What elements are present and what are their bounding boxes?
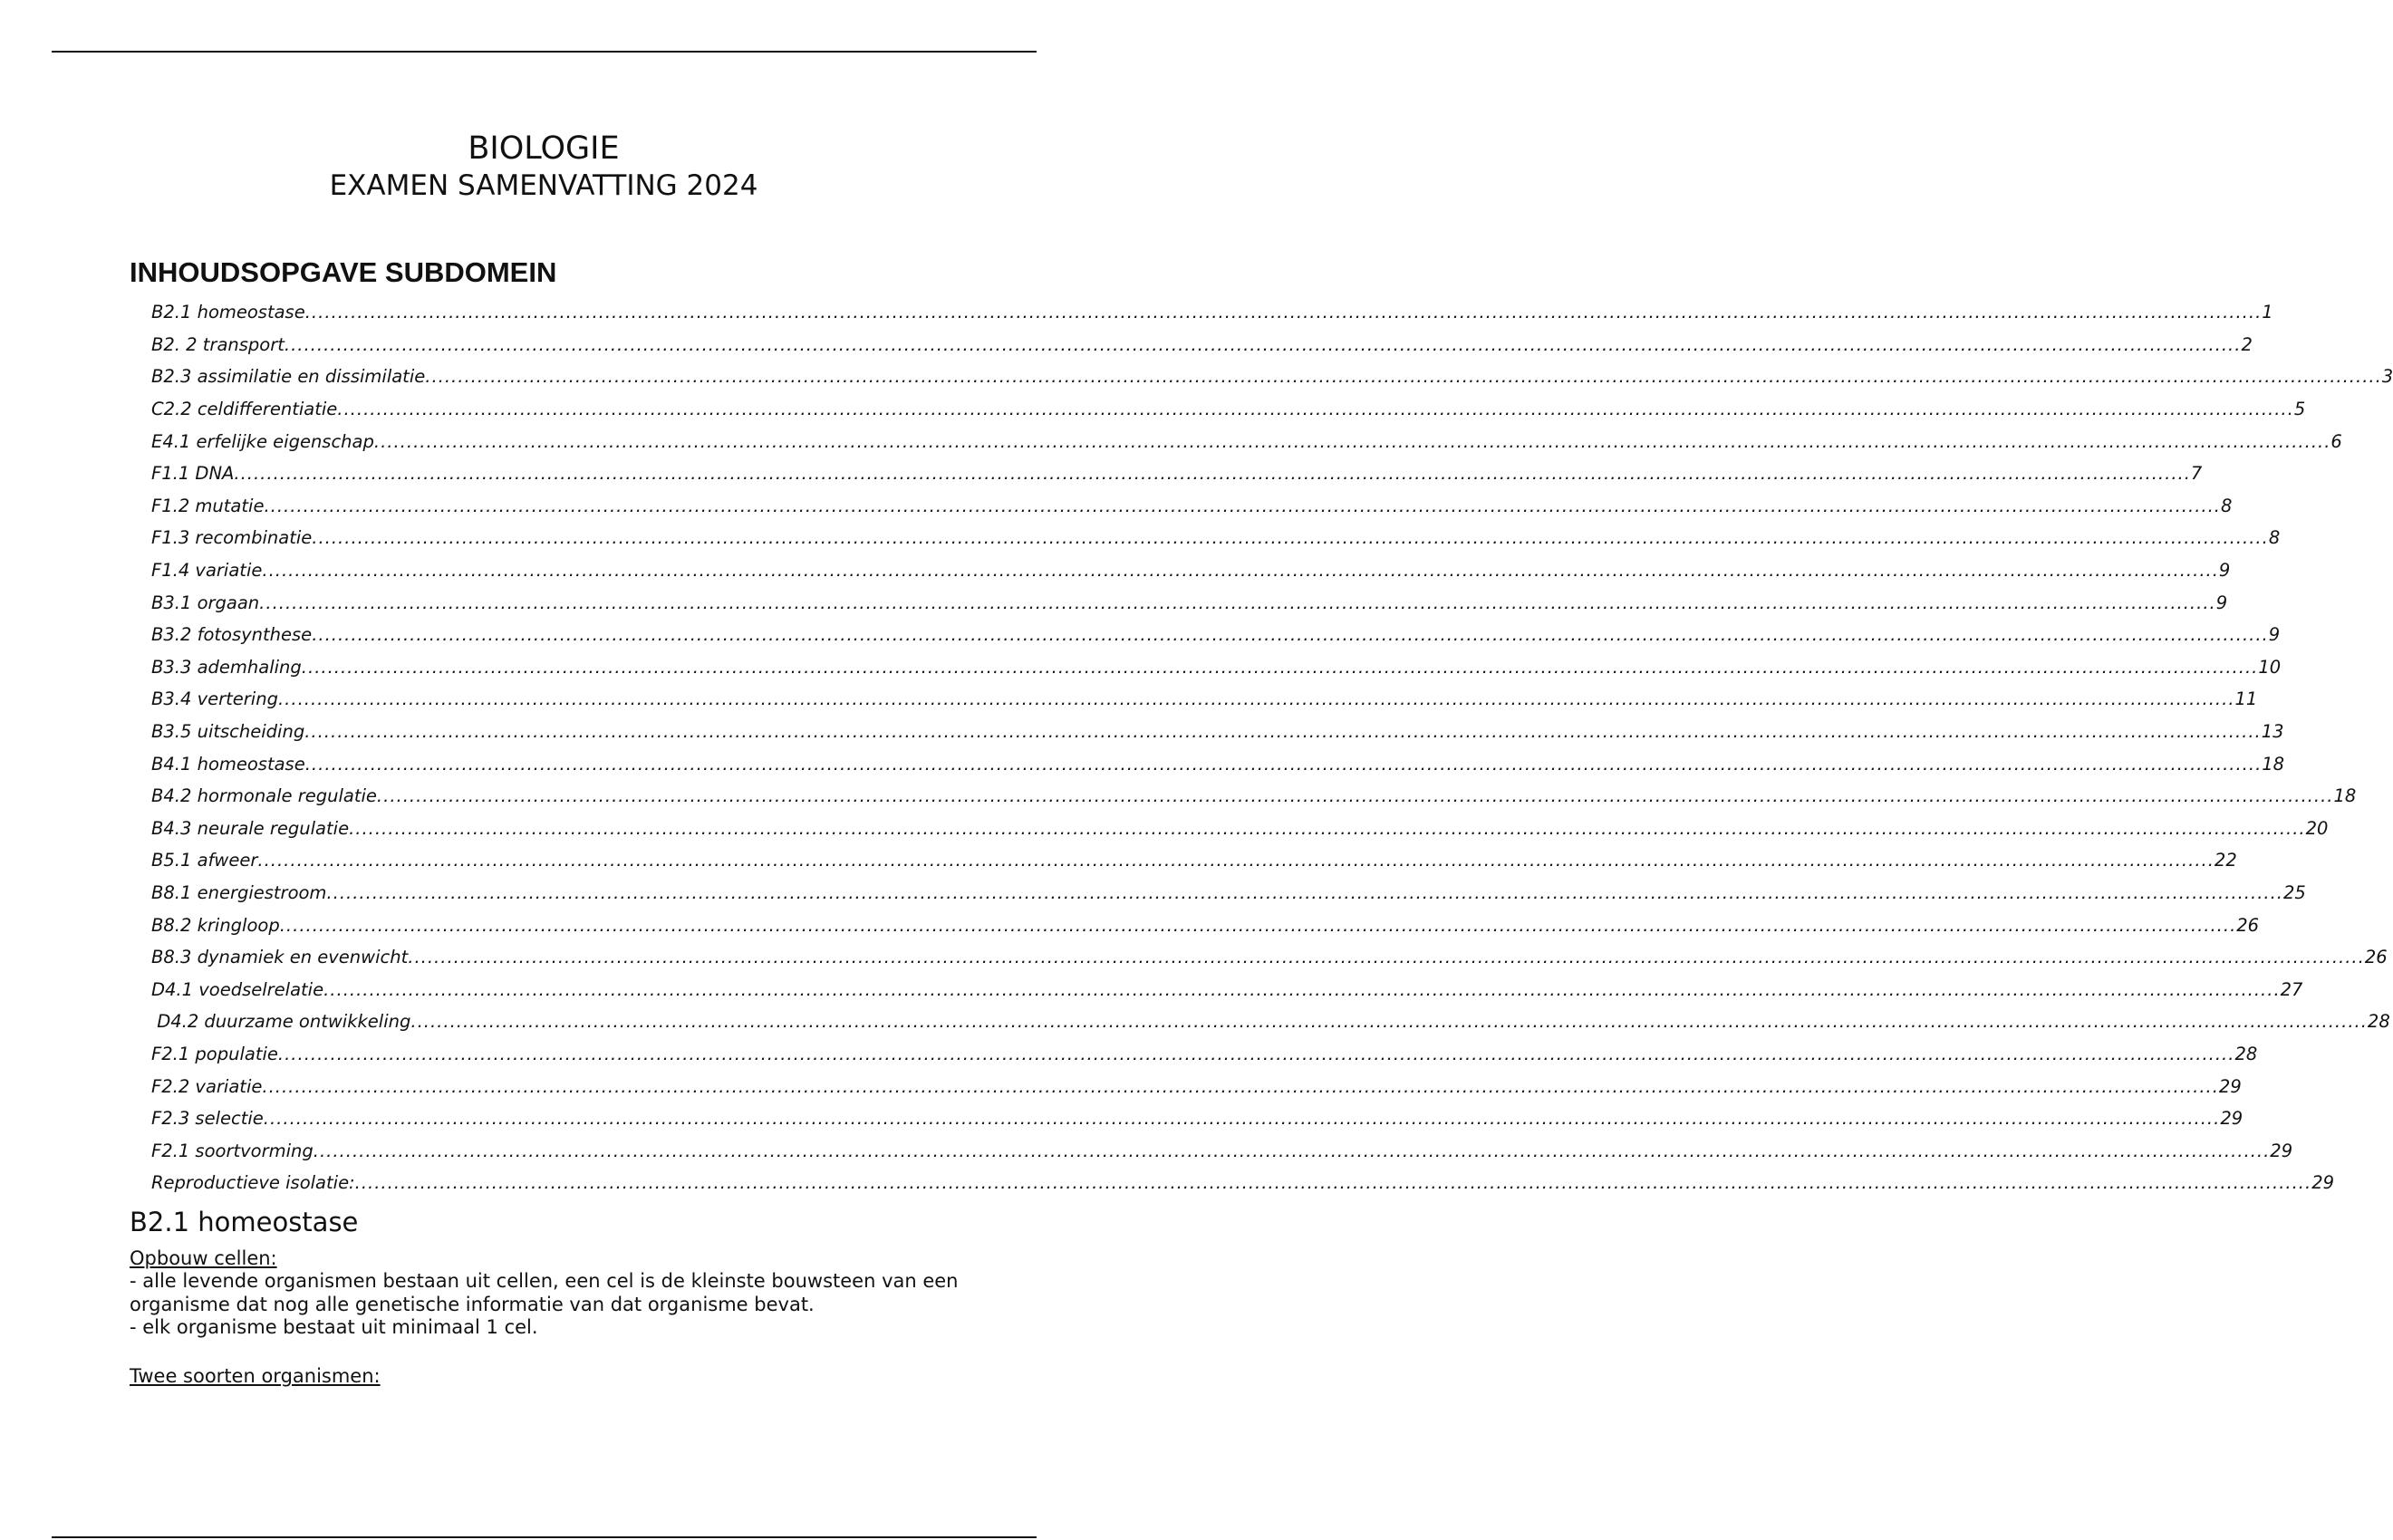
toc-leader-dots: ............................................................................................................................................................................................................................................................................................................ [279,914,2237,936]
toc-leader-dots: ............................................................................................................................................................................................................................................................................................................ [312,624,2269,646]
toc-entry-label: Reproductieve isolatie: [151,1172,355,1194]
toc-entry-page: 18 [2262,753,2285,775]
top-rule [52,51,1037,53]
toc-entry-page: 9 [2215,592,2228,613]
toc-entry[interactable] [151,490,2233,523]
toc-entry-label: B3.1 orgaan [151,592,260,613]
toc-entry-label: B8.1 energiestroom [151,881,327,903]
toc-entry[interactable] [151,457,2203,490]
toc-entry-label: B3.4 vertering [151,688,278,710]
toc-entry-page: 28 [2367,1011,2390,1033]
toc-entry-label: C2.2 celdifferentiatie [151,399,338,420]
toc-entry[interactable] [151,941,2388,974]
toc-entry[interactable] [151,522,2281,554]
toc-leader-dots: ............................................................................................................................................................................................................................................................................................................ [337,399,2294,420]
toc-leader-dots: ............................................................................................................................................................................................................................................................................................................ [376,785,2334,807]
toc-entry-label: B3.5 uitscheiding [151,721,305,743]
toc-entry-label: E4.1 erfelijke eigenschap [151,430,374,452]
toc-leader-dots: ............................................................................................................................................................................................................................................................................................................ [410,1011,2368,1033]
toc-entry-page: 27 [2280,978,2303,1000]
toc-entry[interactable] [151,1134,2293,1167]
toc-leader-dots: ............................................................................................................................................................................................................................................................................................................ [277,1043,2235,1064]
toc-entry[interactable] [151,1006,2390,1038]
toc-leader-dots: ............................................................................................................................................................................................................................................................................................................ [373,430,2331,452]
section-heading: B2.1 homeostase [130,1207,359,1237]
toc-leader-dots: ............................................................................................................................................................................................................................................................................................................ [408,947,2365,968]
document-subtitle: EXAMEN SAMENVATTING 2024 [329,169,758,202]
toc-entry-label: F1.1 DNA [151,463,235,485]
toc-entry[interactable] [151,361,2393,393]
toc-entry-label: B2.3 assimilatie en dissimilatie [151,366,426,388]
toc-entry-label: F2.1 populatie [151,1043,278,1064]
toc-entry[interactable] [151,716,2284,748]
toc-entry-page: 2 [2241,333,2253,355]
toc-entry-page: 11 [2234,688,2258,710]
paragraph: - elk organisme bestaat uit minimaal 1 cel. [130,1316,538,1338]
toc-entry-label: F1.4 variatie [151,560,263,582]
toc-leader-dots: ............................................................................................................................................................................................................................................................................................................ [312,527,2269,549]
toc-entry-label: B4.2 hormonale regulatie [151,785,377,807]
toc-entry-label: F2.1 soortvorming [151,1140,314,1161]
toc-leader-dots: ............................................................................................................................................................................................................................................................................................................ [354,1172,2312,1194]
toc-entry-page: 25 [2282,881,2306,903]
toc-entry[interactable] [151,619,2281,651]
toc-entry[interactable] [151,1070,2242,1102]
subheading-twee-soorten: Twee soorten organismen: [130,1365,381,1387]
toc-entry[interactable] [151,1038,2258,1071]
toc-leader-dots: ............................................................................................................................................................................................................................................................................................................ [326,881,2283,903]
toc-entry-page: 10 [2258,656,2282,678]
toc-entry-label: F2.2 variatie [151,1075,263,1097]
toc-entry[interactable] [151,909,2260,941]
paragraph: - alle levende organismen bestaan uit cellen, een cel is de kleinste bouwsteen van een organisme dat nog alle genetische informatie van dat organisme bevat. [130,1270,959,1315]
toc-entry[interactable] [151,813,2329,845]
toc-entry-page: 20 [2305,817,2329,839]
toc-leader-dots: ............................................................................................................................................................................................................................................................................................................ [257,850,2214,871]
toc-entry[interactable] [151,296,2273,329]
toc-leader-dots: ............................................................................................................................................................................................................................................................................................................ [301,656,2259,678]
toc-entry-label: D4.2 duurzame ontwikkeling [151,1011,411,1033]
toc-entry-label: B4.3 neurale regulatie [151,817,350,839]
bottom-rule [52,1536,1037,1538]
toc-entry-page: 29 [2311,1172,2335,1194]
toc-entry[interactable] [151,1102,2243,1135]
toc-leader-dots: ............................................................................................................................................................................................................................................................................................................ [284,333,2242,355]
toc-entry-page: 22 [2214,850,2237,871]
toc-entry-label: B8.3 dynamiek en evenwicht [151,947,409,968]
toc-leader-dots: ............................................................................................................................................................................................................................................................................................................ [304,302,2263,323]
toc-entry-page: 5 [2293,399,2306,420]
toc-entry-page: 29 [2218,1075,2242,1097]
toc-entry-label: B3.3 ademhaling [151,656,302,678]
toc-entry-page: 1 [2262,302,2273,323]
toc-entry-page: 9 [2268,624,2281,646]
toc-leader-dots: ............................................................................................................................................................................................................................................................................................................ [313,1140,2271,1161]
toc-entry-label: F1.3 recombinatie [151,527,313,549]
toc-entry[interactable] [151,747,2285,780]
toc-entry-page: 6 [2330,430,2342,452]
toc-entry-page: 13 [2261,721,2284,743]
toc-entry-page: 8 [2268,527,2281,549]
document-title-block [0,130,1087,204]
toc-entry[interactable] [151,780,2357,813]
toc-entry-label: F1.2 mutatie [151,495,265,516]
toc-leader-dots: ............................................................................................................................................................................................................................................................................................................ [277,688,2235,710]
toc-entry-label: D4.1 voedselrelatie [151,978,324,1000]
toc-leader-dots: ............................................................................................................................................................................................................................................................................................................ [234,463,2191,485]
toc-entry[interactable] [151,554,2231,587]
toc-leader-dots: ............................................................................................................................................................................................................................................................................................................ [262,560,2219,582]
toc-entry-page: 18 [2333,785,2357,807]
toc-entry-page: 3 [2381,366,2393,388]
toc-entry[interactable] [151,877,2306,910]
toc-leader-dots: ............................................................................................................................................................................................................................................................................................................ [262,1075,2219,1097]
toc-leader-dots: ............................................................................................................................................................................................................................................................................................................ [259,592,2216,613]
toc-leader-dots: ............................................................................................................................................................................................................................................................................................................ [264,495,2221,516]
toc-entry-page: 7 [2190,463,2203,485]
toc-entry[interactable] [151,844,2237,877]
toc-entry-label: B2. 2 transport [151,333,285,355]
toc-entry-label: F2.3 selectie [151,1108,264,1130]
toc-entry-page: 8 [2220,495,2233,516]
toc-heading: INHOUDSOPGAVE SUBDOMEIN [130,256,557,288]
toc-entry-page: 26 [2364,947,2388,968]
toc-entry[interactable] [151,651,2282,684]
toc-entry-page: 9 [2218,560,2231,582]
subheading-opbouw-cellen: Opbouw cellen: [130,1247,277,1269]
toc-leader-dots: ............................................................................................................................................................................................................................................................................................................ [263,1108,2221,1130]
toc-entry-label: B3.2 fotosynthese [151,624,313,646]
table-of-contents [151,296,2393,1199]
toc-entry[interactable] [151,973,2303,1006]
toc-entry[interactable] [151,1167,2335,1199]
toc-entry-label: B2.1 homeostase [151,302,305,323]
toc-leader-dots: ............................................................................................................................................................................................................................................................................................................ [323,978,2281,1000]
toc-entry[interactable] [151,586,2228,619]
toc-entry[interactable] [151,425,2342,457]
document-title: BIOLOGIE [468,130,620,167]
toc-leader-dots: ............................................................................................................................................................................................................................................................................................................ [304,721,2262,743]
toc-entry-page: 29 [2270,1140,2293,1161]
toc-entry-label: B4.1 homeostase [151,753,305,775]
toc-leader-dots: ............................................................................................................................................................................................................................................................................................................ [349,817,2306,839]
toc-entry-label: B5.1 afweer [151,850,258,871]
toc-entry-page: 28 [2234,1043,2258,1064]
toc-leader-dots: ............................................................................................................................................................................................................................................................................................................ [425,366,2382,388]
toc-entry-page: 26 [2236,914,2260,936]
toc-entry[interactable] [151,683,2258,716]
toc-entry-label: B8.2 kringloop [151,914,280,936]
toc-entry[interactable] [151,393,2306,426]
toc-entry[interactable] [151,329,2253,361]
section-body [130,1270,963,1340]
toc-leader-dots: ............................................................................................................................................................................................................................................................................................................ [304,753,2263,775]
toc-entry-page: 29 [2220,1108,2243,1130]
